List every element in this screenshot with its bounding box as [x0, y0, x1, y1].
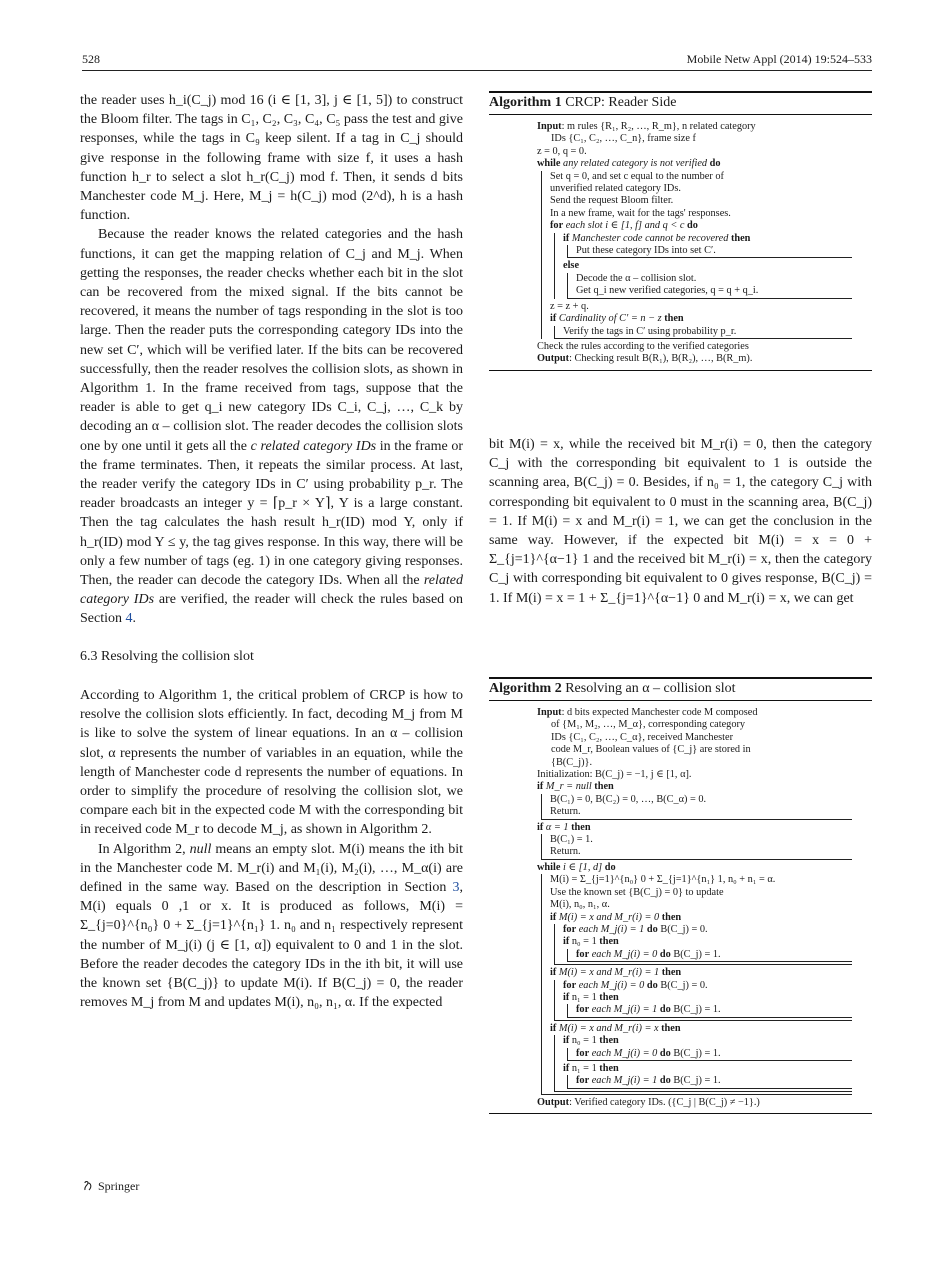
algorithm-body: Input: d bits expected Manchester code M composed of {M₁, M₂, …, M_α}, corresponding category IDs {C₁, C₂, …, C_α}, received Manchester code M_r, Boolean values of {C_j} are stored in {B(C_j)}. Initialization: B(C_j) = −1, j ∈ [1, α]. if M_r = null then B(C₁) = 0, B(C₂) = 0, …, B(C_α) = 0. Return. if α = 1 then B(C₁) = 1. Return. while i ∈ [1, d] do M(i) = Σ_{j=1}^{n₀} 0 + Σ_{j=1}^{n₁} 1, n₀ + n₁ = α. Use the known set {B(C_j) = 0} to update M(i), n₀, n₁, α. if M(i) = x and M_r(i) = 0 then for each M_j(i) = 1 do B(C_j) = 0. if n₀ = 1 then for each M_j(i) = 0 do B(C_j) = 1. if M(i) = x and M_r(i) = 1 then for each M_j(i) = 0 do B(C_j) = 0. if n₁ = 1 then for each M_j(i) = 1 do B(C_j) = 1. if M(i) = x and M_r(i) = x then if n₀ = 1 then for each M_j(i) = 0 do B(C_j) = 1. if n₁ = 1 then for each M_j(i) = 1 do B(C_j) = 1. Output: Verified category IDs. ({C_j | B(C_j) ≠ −1}.) — [489, 701, 872, 1113]
running-header — [82, 52, 872, 71]
section-link[interactable]: 4 — [125, 611, 133, 627]
paragraph: Because the reader knows the related categories and the hash functions, it can get the mapping relation of C_j and M_j. When getting the responses, the reader checks whether each bit in the slot can be recovered from the mixed signal. If the bits cannot be recovered, it means the number of tags responding in the slot is too large. Then the reader puts the corresponding category IDs into the new set C′, which will be verified later. If the bits can be recovered successfully, then the reader resolves the collision slots, as shown in Algorithm 1. In the frame received from tags, suppose that the reader is able to get q_i new category IDs C_i, C_j, …, C_k by decoding an α – collision slot. The reader decodes the collision slots one by one until it gets all the c related category IDs in the frame or the frame terminates. Then, it repeats the similar process. At last, the reader verify the category IDs in C′ using probability p_r. The reader broadcasts an integer y = ⌈p_r × Y⌉, Y is a large constant. Then the tag calculates the hash result h_r(ID) mod Y, only if h_r(ID) mod Y ≤ y, the tag gives response. In this way, there will be only a few number of tags (eg. 1) in one category giving responses. Then, the reader can decode the category IDs. When all the related category IDs are verified, the reader will check the rules based on Section 4. — [80, 227, 464, 627]
paragraph: the reader uses h_i(C_j) mod 16 (i ∈ [1, 3], j ∈ [1, 5]) to construct the Bloom filter. The tags in C₁, C₂, C₃, C₄, C₅ pass the test and give responses, while the tags in C₉ keep silent. If a tag in C_j should give response in the following frame with size f, it uses a hash function h_r to select a slot h_r(C_j) mod f. Then, it sends d bits Manchester code M_j. Here, M_j = h(C_j) mod (2^d), h is a hash function. — [80, 93, 463, 224]
algorithm-title: Algorithm 2 Resolving an α – collision slot — [489, 679, 872, 701]
journal-citation: Mobile Netw Appl (2014) 19:524–533 — [686, 52, 872, 66]
algorithm-body: Input: m rules {R₁, R₂, …, R_m}, n related category IDs {C₁, C₂, …, C_n}, frame size f z = 0, q = 0. while any related category is not verified do Set q = 0, and set c equal to the number of unverified related category IDs. Send the request Bloom filter. In a new frame, wait for the tags' responses. for each slot i ∈ [1, f] and q < c do if Manchester code cannot be recovered then Put these category IDs into set C′. else Decode the α – collision slot. Get q_i new verified categories, q = q + q_i. z = z + q. if Cardinality of C′ = n − z then Verify the tags in C′ using probability p_r. Check the rules according to the verified categories Output: Checking result B(R₁), B(R₂), …, B(R_m). — [489, 115, 872, 370]
springer-logo-icon — [82, 1179, 98, 1193]
paragraph: According to Algorithm 1, the critical problem of CRCP is how to resolve the collision slots efficiently. In fact, decoding M_j from M is like to solve the system of linear equations. In an α – collision slot, α represents the number of variables in an equation, while the length of Manchester code d represents the number of equations. In order to simplify the procedure of resolving the collision slot, we compare each bit in the expected code M with the corresponding bit in received code M_r to decode M_j, as shown in Algorithm 2. — [80, 687, 463, 838]
right-column-text: bit M(i) = x, while the received bit M_r(i) = 0, then the category C_j with the corresponding bit equivalent to 1 is outside the scanning area, B(C_j) = 0. Besides, if n₀ = 1, the category C_j with corresponding bit equivalent to 0 must in the scanning area, B(C_j) = 1. If M(i) = x and M_r(i) = 1, we can get the conclusion in the same way. However, if the expected bit M(i) = x = 0 + Σ_{j=1}^{α−1} 1 and the received bit M_r(i) = x, then the category C_j with corresponding bit equivalent to 0 gives response, B(C_j) = 1. If M(i) = x = 1 + Σ_{j=1}^{α−1} 0 and M_r(i) = x, we can get — [489, 437, 872, 606]
paragraph: In Algorithm 2, null means an empty slot. M(i) means the ith bit in the Manchester code M. M_r(i) and M₁(i), M₂(i), …, M_α(i) are defined in the same way. Based on the description in Section 3, M(i) equals 0 ,1 or x. It is produced as follows, M(i) = Σ_{j=0}^{n₀} 0 + Σ_{j=1}^{n₁} 1. n₀ and n₁ respectively represent the number of M_j(i) (j ∈ [1, α]) equivalent to 0 and 1 in the slot. Before the reader decodes the category IDs in the ith bit, it will use the known set {B(C_j)} to update M(i). If B(C_j) = 0, the reader removes M_j from M and updates M(i), n₀, n₁, α. If the expected — [80, 841, 463, 1011]
page-number: 528 — [82, 52, 100, 66]
algorithm-2-box — [489, 677, 872, 1114]
section-heading: 6.3 Resolving the collision slot — [80, 648, 254, 664]
section-link[interactable]: 3 — [452, 879, 460, 895]
algorithm-1-box — [489, 91, 872, 371]
left-column — [80, 91, 463, 1012]
publisher-footer — [82, 1179, 139, 1194]
algorithm-title: Algorithm 1 CRCP: Reader Side — [489, 93, 872, 115]
publisher-name: Springer — [98, 1179, 140, 1193]
